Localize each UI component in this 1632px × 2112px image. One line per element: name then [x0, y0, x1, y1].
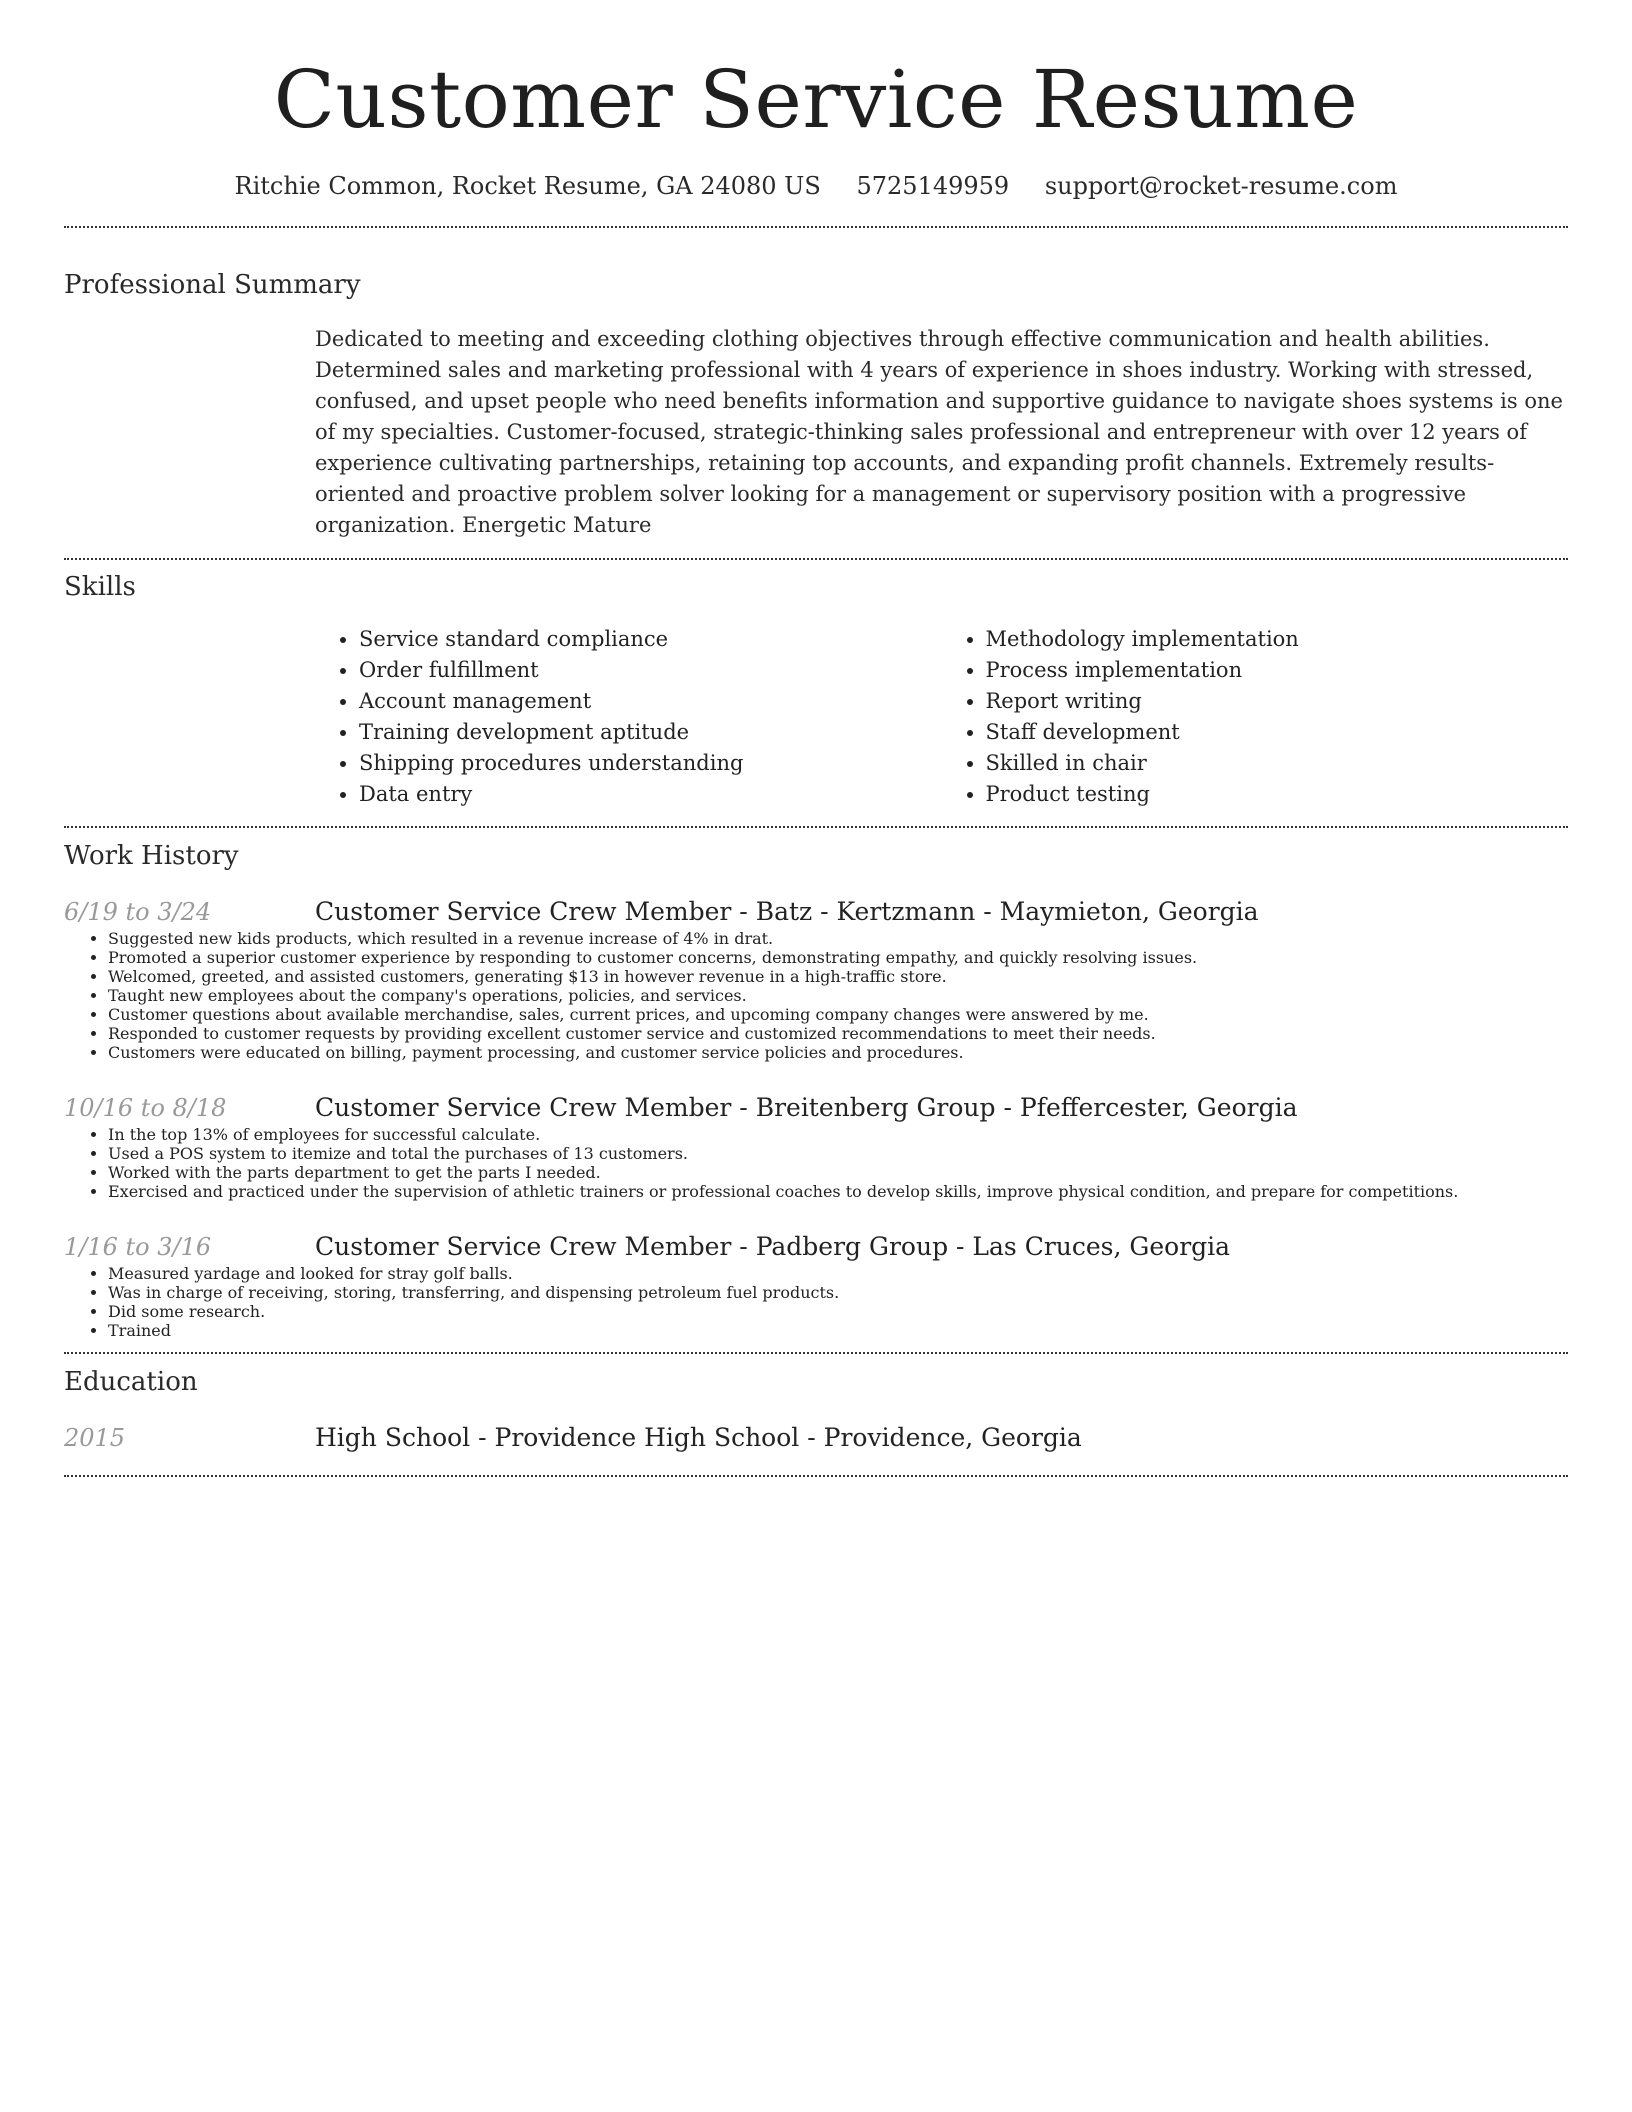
list-item: • Used a POS system to itemize and total the purchases of 13 customers. [108, 1144, 1568, 1163]
summary-text: Dedicated to meeting and exceeding clothing objectives through effective communication and health abilities. Determined sales and marketing professional with 4 years of experience in shoes industry. Working with stressed, confused, and upset people who need benefits information and supportive guidance to navigate shoes systems is one of my specialties. Customer-focused, strategic-thinking sales professional and entrepreneur with over 12 years of experience cultivating partnerships, retaining top accounts, and expanding profit channels. Extremely results-oriented and proactive problem solver looking for a management or supervisory position with a progressive organization. Energetic Mature [315, 327, 1563, 537]
skill-item: • Staff development [986, 717, 1569, 748]
list-item: • Trained [108, 1321, 1568, 1340]
job-date: 6/19 to 3/24 [64, 898, 212, 926]
job-entry [64, 1230, 1568, 1340]
skill-item: • Service standard compliance [359, 624, 942, 655]
list-item: • Customers were educated on billing, payment processing, and customer service policies and procedures. [108, 1043, 1568, 1062]
job-title: Customer Service Crew Member - Padberg Group - Las Cruces, Georgia [315, 1232, 1231, 1261]
section-title-skills: Skills [64, 572, 136, 602]
skill-item: • Shipping procedures understanding [359, 748, 942, 779]
education-entry [64, 1421, 1568, 1455]
skill-item: • Report writing [986, 686, 1569, 717]
job-bullets [64, 1125, 1568, 1201]
skills-list-right [942, 624, 1569, 810]
contact-phone: 5725149959 [856, 172, 1010, 200]
divider [64, 1352, 1568, 1354]
skill-item: • Product testing [986, 779, 1569, 810]
education-date: 2015 [64, 1424, 126, 1452]
divider [64, 558, 1568, 560]
divider [64, 826, 1568, 828]
job-date: 1/16 to 3/16 [64, 1233, 212, 1261]
skills-list-left [315, 624, 942, 810]
job-date: 10/16 to 8/18 [64, 1094, 227, 1122]
job-entry [64, 895, 1568, 1062]
list-item: • Taught new employees about the company's operations, policies, and services. [108, 986, 1568, 1005]
contact-line [64, 168, 1568, 204]
education-title: High School - Providence High School - Providence, Georgia [315, 1423, 1082, 1452]
skill-item: • Methodology implementation [986, 624, 1569, 655]
skill-item: • Process implementation [986, 655, 1569, 686]
job-title: Customer Service Crew Member - Batz - Kertzmann - Maymieton, Georgia [315, 897, 1259, 926]
list-item: • In the top 13% of employees for successful calculate. [108, 1125, 1568, 1144]
resume-page [64, 0, 1568, 1477]
skill-item: • Training development aptitude [359, 717, 942, 748]
job-bullets [64, 1264, 1568, 1340]
skill-item: • Account management [359, 686, 942, 717]
resume-title: Customer Service Resume [273, 53, 1359, 146]
job-entry [64, 1091, 1568, 1201]
section-title-work: Work History [64, 841, 239, 871]
contact-email: support@rocket-resume.com [1044, 172, 1398, 200]
divider [64, 226, 1568, 228]
job-title: Customer Service Crew Member - Breitenberg Group - Pfeffercester, Georgia [315, 1093, 1298, 1122]
divider [64, 1475, 1568, 1477]
skills-columns [315, 624, 1568, 810]
list-item: • Promoted a superior customer experience by responding to customer concerns, demonstrating empathy, and quickly resolving issues. [108, 948, 1568, 967]
list-item: • Measured yardage and looked for stray golf balls. [108, 1264, 1568, 1283]
list-item: • Did some research. [108, 1302, 1568, 1321]
skill-item: • Skilled in chair [986, 748, 1569, 779]
job-bullets [64, 929, 1568, 1062]
list-item: • Welcomed, greeted, and assisted customers, generating $13 in however revenue in a high-traffic store. [108, 967, 1568, 986]
skill-item: • Order fulfillment [359, 655, 942, 686]
list-item: • Exercised and practiced under the supervision of athletic trainers or professional coaches to develop skills, improve physical condition, and prepare for competitions. [108, 1182, 1568, 1201]
contact-address: Ritchie Common, Rocket Resume, GA 24080 US [234, 172, 821, 200]
list-item: • Responded to customer requests by providing excellent customer service and customized recommendations to meet their needs. [108, 1024, 1568, 1043]
list-item: • Suggested new kids products, which resulted in a revenue increase of 4% in drat. [108, 929, 1568, 948]
list-item: • Was in charge of receiving, storing, transferring, and dispensing petroleum fuel products. [108, 1283, 1568, 1302]
skill-item: • Data entry [359, 779, 942, 810]
section-title-education: Education [64, 1367, 198, 1397]
section-title-summary: Professional Summary [64, 270, 361, 300]
list-item: • Customer questions about available merchandise, sales, current prices, and upcoming company changes were answered by me. [108, 1005, 1568, 1024]
list-item: • Worked with the parts department to get the parts I needed. [108, 1163, 1568, 1182]
